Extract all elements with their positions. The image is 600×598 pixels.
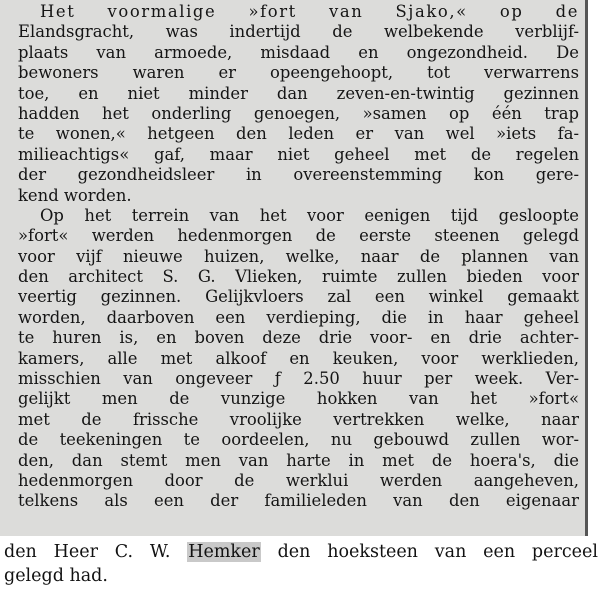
text-line: den, dan stemt men van harte in met de hoera's, die <box>18 450 579 470</box>
text-line: plaats van armoede, misdaad en ongezondheid. De <box>18 42 579 62</box>
text-line: toe, en niet minder dan zeven-en-twintig gezinnen <box>18 83 579 103</box>
text-line: Op het terrein van het voor eenigen tijd gesloopte <box>40 205 579 225</box>
text-line: met de frissche vroolijke vertrekken welke, naar <box>18 409 579 429</box>
text-line: te huren is, en boven deze drie voor- en drie achter- <box>18 328 579 348</box>
text-line: veertig gezinnen. Gelijkvloers zal een winkel gemaakt <box>18 287 579 307</box>
text-line: der gezondheidsleer in overeenstemming kon gere- <box>18 165 579 185</box>
footer-line-1 <box>4 540 598 564</box>
text-line: misschien van ongeveer ƒ 2.50 huur per week. Ver- <box>18 369 579 389</box>
text-line: telkens als een der familieleden van den eigenaar <box>18 491 579 511</box>
search-highlight: Hemker <box>188 542 260 562</box>
ocr-footer-text <box>4 540 598 588</box>
text-line: »fort« werden hedenmorgen de eerste steenen gelegd <box>18 226 579 246</box>
text-line: hadden het onderling genoegen, »samen op één trap <box>18 103 579 123</box>
paragraph-2 <box>18 206 579 512</box>
text-line: kamers, alle met alkoof en keuken, voor werklieden, <box>18 348 579 368</box>
text-line: Het voormalige »fort van Sjako,« op de <box>40 2 579 21</box>
text-line: worden, daarboven een verdieping, die in haar geheel <box>18 307 579 327</box>
text-line: Elandsgracht, was indertijd de welbekende verblijf- <box>18 22 579 42</box>
paragraph-1 <box>18 2 579 206</box>
text-line: voor vijf nieuwe huizen, welke, naar de plannen van <box>18 246 579 266</box>
footer-line-2: gelegd had. <box>4 566 108 586</box>
text-line: de teekeningen te oordeelen, nu gebouwd zullen wor- <box>18 430 579 450</box>
text-line: gelijkt men de vunzige hokken van het »fort« <box>18 389 579 409</box>
text-line: hedenmorgen door de werklui werden aangeheven, <box>18 470 579 490</box>
footer-text-after: den hoeksteen van een perceel <box>277 542 598 562</box>
text-line: te wonen,« hetgeen den leden er van wel »iets fa- <box>18 124 579 144</box>
footer-text-before: den Heer C. W. <box>4 542 171 562</box>
text-line: kend worden. <box>18 185 132 205</box>
text-line: bewoners waren er opeengehoopt, tot verwarrens <box>18 63 579 83</box>
text-line: den architect S. G. Vlieken, ruimte zullen bieden voor <box>18 267 579 287</box>
text-line: milieachtigs« gaf, maar niet geheel met de regelen <box>18 144 579 164</box>
